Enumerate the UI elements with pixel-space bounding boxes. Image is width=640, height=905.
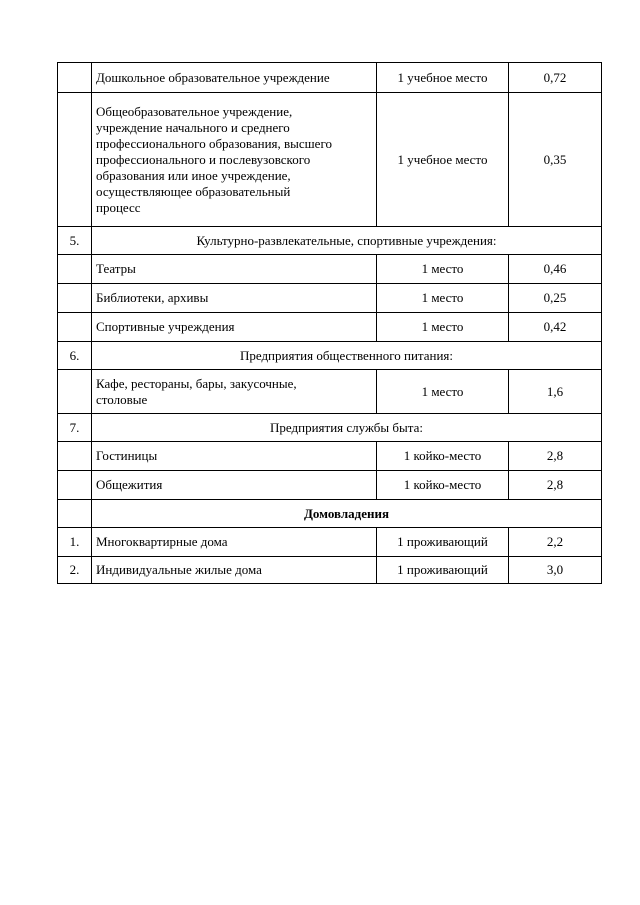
table-row [58, 370, 602, 414]
measure-unit: 1 койко-место [377, 471, 509, 500]
norm-value: 0,72 [509, 63, 602, 93]
table-row [58, 471, 602, 500]
facility-name: Театры [92, 255, 377, 284]
measure-unit: 1 место [377, 313, 509, 342]
facility-name: Индивидуальные жилые дома [92, 557, 377, 584]
table-row [58, 255, 602, 284]
row-number: 2. [58, 557, 92, 584]
section-number: 6. [58, 342, 92, 370]
section-row [58, 342, 602, 370]
section-number: 5. [58, 227, 92, 255]
measure-unit: 1 место [377, 255, 509, 284]
table-row [58, 442, 602, 471]
facility-name: Кафе, рестораны, бары, закусочные, столовые [92, 370, 377, 414]
facility-name: Гостиницы [92, 442, 377, 471]
norm-value: 0,46 [509, 255, 602, 284]
table-row [58, 63, 602, 93]
facility-name: Спортивные учреждения [92, 313, 377, 342]
norm-value: 0,35 [509, 93, 602, 227]
section-title: Культурно-развлекательные, спортивные учреждения: [92, 227, 602, 255]
facility-name: Общеобразовательное учреждение, учреждение начального и среднего профессионального образования, высшего профессионального и послевузовского образования или иное учреждение, осуществляющее образовательный процесс [92, 93, 377, 227]
facility-name: Многоквартирные дома [92, 528, 377, 557]
row-number [58, 63, 92, 93]
table-row [58, 313, 602, 342]
norm-value: 1,6 [509, 370, 602, 414]
norm-value: 0,42 [509, 313, 602, 342]
row-number [58, 93, 92, 227]
heading-number [58, 500, 92, 528]
measure-unit: 1 место [377, 284, 509, 313]
row-number [58, 313, 92, 342]
section-title: Предприятия службы быта: [92, 414, 602, 442]
heading-row [58, 500, 602, 528]
measure-unit: 1 место [377, 370, 509, 414]
section-row [58, 414, 602, 442]
measure-unit: 1 учебное место [377, 93, 509, 227]
section-row [58, 227, 602, 255]
row-number [58, 284, 92, 313]
norm-value: 2,8 [509, 471, 602, 500]
row-number: 1. [58, 528, 92, 557]
heading-title: Домовладения [92, 500, 602, 528]
row-number [58, 255, 92, 284]
norm-value: 0,25 [509, 284, 602, 313]
facility-name: Дошкольное образовательное учреждение [92, 63, 377, 93]
measure-unit: 1 учебное место [377, 63, 509, 93]
norms-table [57, 62, 602, 584]
table-row [58, 93, 602, 227]
row-number [58, 370, 92, 414]
table-row [58, 528, 602, 557]
section-title: Предприятия общественного питания: [92, 342, 602, 370]
table-row [58, 284, 602, 313]
norm-value: 2,2 [509, 528, 602, 557]
measure-unit: 1 койко-место [377, 442, 509, 471]
measure-unit: 1 проживающий [377, 557, 509, 584]
facility-name: Общежития [92, 471, 377, 500]
row-number [58, 442, 92, 471]
section-number: 7. [58, 414, 92, 442]
facility-name: Библиотеки, архивы [92, 284, 377, 313]
norm-value: 3,0 [509, 557, 602, 584]
table-row [58, 557, 602, 584]
measure-unit: 1 проживающий [377, 528, 509, 557]
norm-value: 2,8 [509, 442, 602, 471]
row-number [58, 471, 92, 500]
